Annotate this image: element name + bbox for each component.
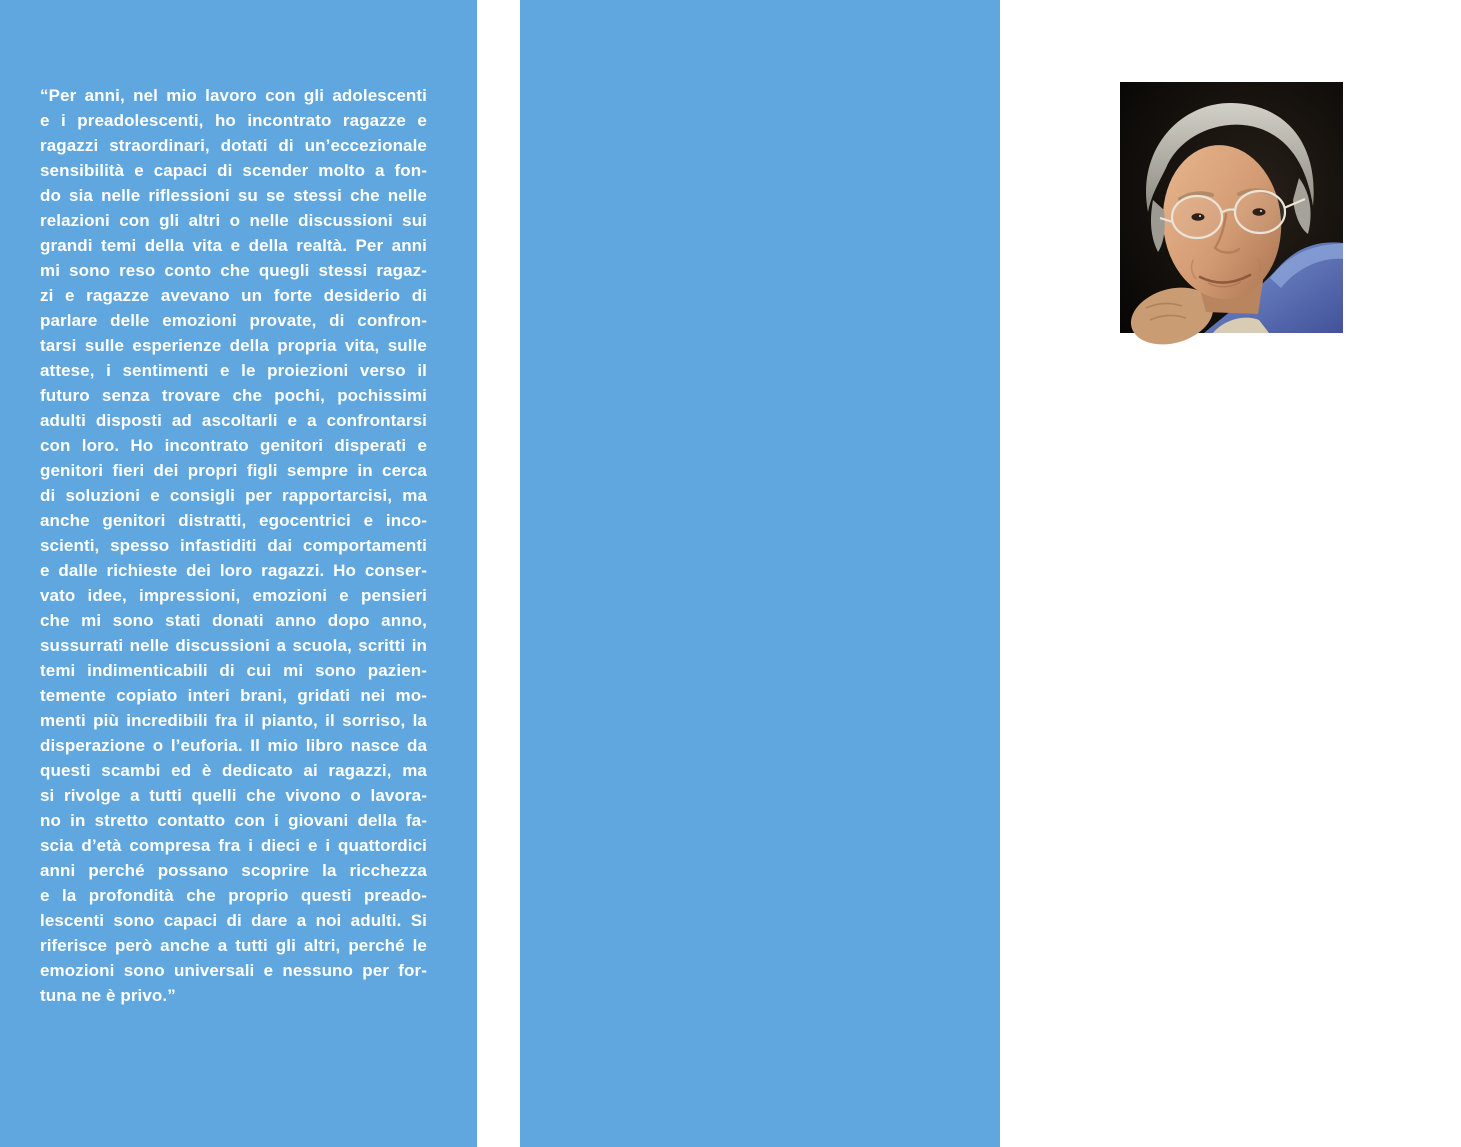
quote-line: e i preadolescenti, ho incontrato ragazze e — [40, 111, 427, 130]
quote-line: adulti disposti ad ascoltarli e a confrontarsi — [40, 411, 427, 430]
bio-line: di dialogo liberi tra adulti e ragazzi, — [1122, 819, 1448, 838]
bio-line: della sua classe, la seconda media — [1122, 719, 1448, 738]
quote-line: “Per anni, nel mio lavoro con gli adolescenti — [40, 86, 427, 105]
quote-line: ragazzi straordinari, dotati di un’eccezionale — [40, 136, 427, 155]
quote-line: tarsi sulle esperienze della propria vita, sulle — [40, 336, 427, 355]
quote-line: vato idee, impressioni, emozioni e pensieri — [40, 586, 427, 605]
quote-line: menti più incredibili fra il pianto, il sorriso, la — [40, 711, 427, 730]
quote-line: no in stretto contatto con i giovani della fa- — [40, 811, 427, 830]
bio-line: ci ha mostrato l’educazione emotiva — [1122, 694, 1448, 713]
quote-line: temente copiato interi brani, gridati nei mo- — [40, 686, 427, 705]
quote-line: riferisce però anche a tutti gli altri, perché le — [40, 936, 427, 955]
quote-line: temi indimenticabili di cui mi sono pazien- — [40, 661, 427, 680]
bio-line: di metterli in contatto toccando con — [1122, 844, 1448, 863]
quote-line: con loro. Ho incontrato genitori disperati e — [40, 436, 427, 455]
bio-line: dagli schemi, capace di creare spazi — [1122, 794, 1448, 813]
quote-line: tuna ne è privo.” — [40, 986, 176, 1005]
book-flap-left — [0, 0, 477, 1147]
quote-line: e la profondità che proprio questi preado- — [40, 886, 427, 905]
quote-line: che mi sono stati donati anno dopo anno, — [40, 611, 427, 630]
author-bio — [1122, 441, 1448, 991]
bio-line: di argomenti filosofici su cui ha scrit- — [1122, 569, 1448, 588]
quote-line: sussurrati nelle discussioni a scuola, scritti in — [40, 636, 427, 655]
quote-line: scienti, spesso infastiditi dai comportamenti — [40, 536, 427, 555]
quote-line: sensibilità e capaci di scender molto a fon- — [40, 161, 427, 180]
bio-line: dell’adolescenza vanno esplorate e — [1122, 919, 1448, 938]
quote-line: futuro senza trovare che pochi, pochissimi — [40, 386, 427, 405]
bio-line: to articoli e saggi. Protagonista di — [1122, 594, 1448, 613]
quote-line: genitori fieri dei propri figli sempre in cerca — [40, 461, 427, 480]
quote-line: e dalle richieste dei loro ragazzi. Ho conser- — [40, 561, 427, 580]
quote-line: anni perché possano scoprire la ricchezza — [40, 861, 427, 880]
bio-line: internazionali. Si è occupato anche — [1122, 544, 1448, 563]
quote-line: si rivolge a tutti quelli che vivono o lavora- — [40, 786, 427, 805]
quote-line: zi e ragazze avevano un forte desiderio di — [40, 286, 427, 305]
bio-line: messo in luce come professore fuori — [1122, 769, 1448, 788]
design-credit: Progetto grafico: Rebecca Frascoli / studio pym — [1121, 1089, 1404, 1104]
bio-line: della Giuseppe Mazzini di Roma. Si è — [1122, 744, 1448, 763]
bio-line: le medie, è chiamato a tenere lezioni — [1122, 469, 1448, 488]
bio-line: Sky con la regia di Walter Veltroni, at- — [1122, 644, 1448, 663]
book-flap-right — [520, 0, 1448, 1147]
bio-line: traverso gli schermi tv il prof. Castelli — [1122, 669, 1448, 688]
author-name: ENRICO CASTELLI GATTINARA — [1121, 410, 1439, 432]
bio-line: garbo i nervi scoperti, quelli delle — [1122, 869, 1448, 888]
quote-line: attese, i sentimenti e le proiezioni verso il — [40, 361, 427, 380]
quote-line: emozioni sono universali e nessuno per for- — [40, 961, 427, 980]
quote-line: mi sono reso conto che quegli stessi ragaz- — [40, 261, 427, 280]
author-portrait-illustration — [1120, 82, 1343, 333]
bio-line: “Scuola di felicità”, la docu-fiction di — [1122, 619, 1448, 638]
bio-line: insegna da quasi trent’anni nelle scuo- — [1122, 444, 1448, 463]
quote-line: lescenti sono capaci di dare a noi adulti. Si — [40, 911, 427, 930]
quote-line: do sia nelle riflessioni su se stessi che nelle — [40, 186, 427, 205]
flap-gutter — [477, 0, 520, 1147]
quote-line: relazioni con gli altri o nelle discussioni sui — [40, 211, 427, 230]
quote-line: grandi temi della vita e della realtà. Per anni — [40, 236, 427, 255]
bio-line: comprese, per aiutare genitori e figli — [1122, 944, 1448, 963]
quote-line: questi scambi ed è dedicato ai ragazzi, ma — [40, 761, 427, 780]
quote-line: parlare delle emozioni provate, di confron- — [40, 311, 427, 330]
author-quote — [40, 83, 427, 1008]
quote-line: anche genitori distratti, egocentrici e inco- — [40, 511, 427, 530]
quote-line: scia d’età compresa fra i dieci e i quattordici — [40, 836, 427, 855]
author-photo — [1120, 82, 1343, 333]
quote-line: disperazione o l’euforia. Il mio libro nasce da — [40, 736, 427, 755]
quote-line: di soluzioni e consigli per rapportarcisi, ma — [40, 486, 427, 505]
bio-line: e ha partecipato a numerosi convegni — [1122, 519, 1448, 538]
bio-line: emozioni, che nel delicato momento — [1122, 894, 1448, 913]
bio-line: a crescere in armonia. — [1122, 969, 1304, 988]
bio-line: presso università italiane e straniere — [1122, 494, 1448, 513]
